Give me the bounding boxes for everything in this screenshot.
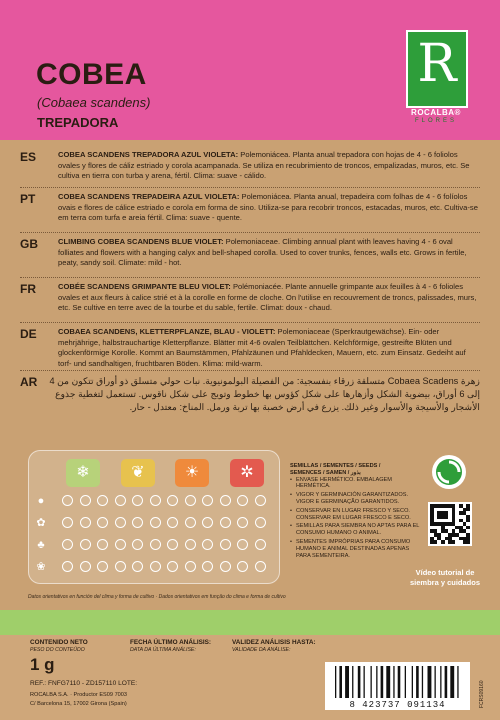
flower-icon: ❀ <box>36 561 46 573</box>
calendar-month-dot <box>255 539 266 550</box>
legend-item <box>290 523 425 537</box>
description-text <box>58 327 478 369</box>
calendar-month-dot <box>255 561 266 572</box>
calendar-month-dot <box>97 517 108 528</box>
barcode-bar <box>393 666 394 698</box>
maple-leaf-icon-glyph: ✲ <box>240 464 254 481</box>
barcode-bar <box>358 666 361 698</box>
net-content-label: CONTENIDO NETO <box>30 639 88 646</box>
calendar-month-dot <box>132 539 143 550</box>
legend-head: SEMILLAS / SEMENTES / SEEDS / <box>290 463 381 469</box>
barcode-bar <box>445 666 448 698</box>
legend-text: ENVASE HERMÉTICO. EMBALAGEM HERMÉTICA. <box>296 476 392 490</box>
calendar-month-dot <box>237 517 248 528</box>
barcode-bar <box>416 666 419 698</box>
description-lead: CLIMBING COBEA SCANDENS BLUE VIOLET: <box>58 237 224 246</box>
calendar-month-dot <box>97 495 108 506</box>
calendar-month-dot <box>220 517 231 528</box>
video-label-line1: Vídeo tutorial de <box>415 568 475 577</box>
calendar-month-dot <box>185 495 196 506</box>
barcode-bar <box>457 666 458 698</box>
snowflake-icon-glyph: ❄ <box>76 464 90 481</box>
calendar-month-dot <box>62 561 73 572</box>
barcode-bar <box>450 666 454 698</box>
calendar-month-dot <box>167 539 178 550</box>
sun-icon <box>175 459 209 487</box>
seed-icon: ● <box>37 495 45 507</box>
description-body: زهرة Cobaea Scadens متسلقة زرقاء بنفسجية: من الفصيلة البولمونيوية. نبات حولي متسلق ذو أوراق تتكون من 4 إلى 6 أوراق، بيضوية الشكل وأزهارها على شكل كؤوس بها خطوط وتويج على شكل ناقوس. تستعمل لتغطية جذوع الأشجار والأسيجة والأسوار وغير ذلك. يزرع في أرض خصبة بها تربة ورمل. المناخ: معتدل - حار. <box>49 376 480 412</box>
description-text <box>58 150 478 182</box>
section-divider <box>20 187 480 188</box>
validity-sub: VALIDADE DA ANÁLISE: <box>232 647 291 653</box>
video-tutorial-link[interactable] <box>395 568 495 588</box>
product-title: COBEA <box>36 58 147 91</box>
analysis-date-sub: DATA DA ÚLTIMA ANÁLISE: <box>130 647 196 653</box>
barcode-bar <box>386 666 390 698</box>
registered-mark: ® <box>454 108 461 117</box>
calendar-month-dot <box>115 561 126 572</box>
calendar-month-dot <box>202 539 213 550</box>
language-code: PT <box>20 192 36 206</box>
description-lead: COBEA SCANDENS TREPADEIRA AZUL VIOLETA: <box>58 192 240 201</box>
legend-text: CONSERVAR EN LUGAR FRESCO Y SECO. CONSERVAR EM LUGAR FRESCO E SECO. <box>296 507 411 521</box>
calendar-month-dot <box>185 539 196 550</box>
section-divider <box>20 277 480 278</box>
description-text <box>58 282 478 314</box>
calendar-month-dot <box>115 495 126 506</box>
barcode-bar <box>398 666 401 698</box>
qr-code[interactable] <box>428 502 472 546</box>
legend-text: بذور <box>350 469 361 476</box>
legend-item <box>290 508 425 522</box>
barcode-bar <box>422 666 423 698</box>
calendar-month-dot <box>167 517 178 528</box>
calendar-month-dot <box>132 561 143 572</box>
barcode-digits: 8 423737 091134 <box>325 700 470 710</box>
calendar-month-dot <box>62 517 73 528</box>
legend-text: VIGOR Y GERMINACIÓN GARANTIZADOS. VIGOR E GERMINAÇÃO GARANTIDOS. <box>296 492 408 505</box>
brand-tagline: FLORES <box>414 118 457 124</box>
barcode-bar <box>405 666 406 698</box>
calendar-month-dot <box>150 539 161 550</box>
calendar-month-dot <box>220 495 231 506</box>
calendar-month-dot <box>115 517 126 528</box>
calendar-month-dot <box>150 561 161 572</box>
barcode-bar <box>428 666 432 698</box>
legend-item <box>290 463 425 470</box>
language-code: DE <box>20 327 37 341</box>
footer-note: Datos orientativos en función del clima y forma de cultivo · Dados orientativos em função do clima e forma de cultivo <box>28 594 286 600</box>
calendar-month-dot <box>97 561 108 572</box>
description-lead: COBAEA SCANDENS, KLETTERPFLANZE, BLAU - VIOLETT: <box>58 327 276 336</box>
calendar-month-dot <box>255 495 266 506</box>
video-label-line2: siembra y cuidados <box>409 578 481 587</box>
calendar-month-dot <box>80 539 91 550</box>
barcode-bar <box>364 666 365 698</box>
barcode-bar <box>412 666 413 698</box>
snowflake-icon <box>66 459 100 487</box>
barcode-bars <box>325 662 470 700</box>
calendar-month-dot <box>80 495 91 506</box>
maple-leaf-icon <box>230 459 264 487</box>
green-band <box>0 610 500 635</box>
description-text <box>58 237 478 269</box>
net-content-sub: PESO DO CONTEÚDO <box>30 647 85 653</box>
description-body: Polemoniaceae. Climbing annual plant with leaves having 4 - 6 oval folliates and flowers with a hanging calyx and bell-shaped corolla. Used to cover trunks, fences, walls etc. Grows in fertile, peaty, sandy soil. Climate: mild - hot. <box>58 237 467 267</box>
calendar-month-dot <box>255 517 266 528</box>
calendar-month-dot <box>167 495 178 506</box>
description-text <box>58 192 478 224</box>
analysis-date-label: FECHA ÚLTIMO ANÁLISIS: <box>130 639 212 646</box>
barcode-bar <box>435 666 436 698</box>
calendar-month-dot <box>97 539 108 550</box>
sun-icon-glyph: ☀ <box>184 464 200 481</box>
brand-name-text: ROCALBA <box>411 108 455 117</box>
calendar-month-dot <box>150 517 161 528</box>
side-code: FCRS09160 <box>479 680 485 708</box>
barcode-bar <box>440 666 441 698</box>
product-category: TREPADORA <box>37 115 119 130</box>
green-dot-icon <box>432 455 466 489</box>
barcode-bar <box>345 666 349 698</box>
calendar-month-dot <box>220 561 231 572</box>
description-body: Polémoniacée. Plante annuelle grimpante aux feuilles à 4 - 6 folioles ovales et aux fleurs à calice strié et à la corolle en forme de cloche. On l'utilise en recouvrement de troncs, palissades, murs, etc. Se cultive en terre avec de la tourbe et du sable, fertile. Climat: doux - chaud. <box>58 282 477 312</box>
section-divider <box>20 370 480 371</box>
seedling-icon: ✿ <box>36 517 46 529</box>
calendar-month-dot <box>185 561 196 572</box>
producer-info: ROCALBA S.A. · Productor ES09 7003 <box>30 692 128 698</box>
calendar-month-dot <box>185 517 196 528</box>
barcode-bar <box>352 666 353 698</box>
calendar-month-dot <box>202 517 213 528</box>
section-divider <box>20 232 480 233</box>
calendar-month-dot <box>132 495 143 506</box>
section-divider <box>20 322 480 323</box>
description-lead: COBÉE SCANDENS GRIMPANTE BLEU VIOLET: <box>58 282 231 291</box>
leaf-icon-glyph: ❦ <box>131 464 145 481</box>
brand-name <box>400 108 472 117</box>
description-body: Polemoniácea. Planta anual trepadora con hojas de 4 - 6 foliolos ovales y flores de cáliz estriado y corola acampanada. Se utiliza en recubrimiento de troncos, empalizadas, muros, etc. Se cultiva en tierra con turba y arena, fértil. Clima: suave - cálido. <box>58 150 470 180</box>
reference-lot: REF.: FNFG7110 - ZD157110 LOTE: <box>30 680 138 687</box>
calendar-month-dot <box>202 495 213 506</box>
net-content-value: 1 g <box>30 655 55 674</box>
description-text <box>40 375 480 414</box>
logo-letter: R <box>417 34 457 94</box>
language-code: AR <box>20 375 38 389</box>
calendar-month-dot <box>150 495 161 506</box>
language-code: ES <box>20 150 37 164</box>
validity-label: VALIDEZ ANÁLISIS HASTA: <box>232 639 316 646</box>
seed-legend <box>290 463 425 561</box>
calendar-month-dot <box>115 539 126 550</box>
rocalba-logo <box>406 30 468 108</box>
producer-address: C/ Barcelona 15, 17002 Girona (Spain) <box>30 701 127 707</box>
legend-text: SEMILLAS PARA SIEMBRA NO APTAS PARA EL CONSUMO HUMANO O ANIMAL. <box>296 523 420 537</box>
language-code: FR <box>20 282 36 296</box>
sprout-icon: ♣ <box>37 539 45 551</box>
legend-item <box>290 492 425 506</box>
latin-name: (Cobaea scandens) <box>37 95 151 110</box>
calendar-month-dot <box>62 495 73 506</box>
barcode-bar <box>335 666 336 698</box>
legend-text: SEMENTES IMPRÓPRIAS PARA CONSUMO HUMANO E ANIMAL DESTINADAS APENAS PARA SEMENTEIRA. <box>296 538 411 559</box>
barcode-bar <box>376 666 377 698</box>
calendar-month-dot <box>62 539 73 550</box>
description-body: Polemoniaceae (Sperkrautgewächse). Ein- oder mehrjährige, halbstrauchartige Kletterpflanze. Blätter mit 4-6 ovalen Teilblättchen. Kelchförmige, gestreifte Blüten und glockenförmige Korolle. Kommt an Baumstämmen, Pfahlzäunen und Pfahldecken, Mauern, etc. zum Einsatz. Gedeiht auf torf- und sandhaltigen, fruchtbaren Böden. Klima: mild-warm. <box>58 327 466 368</box>
calendar-month-dot <box>202 561 213 572</box>
legend-item <box>290 539 425 559</box>
barcode-bar <box>381 666 384 698</box>
barcode-bar <box>339 666 342 698</box>
calendar-month-dot <box>80 517 91 528</box>
calendar-month-dot <box>167 561 178 572</box>
calendar-month-dot <box>237 561 248 572</box>
calendar-month-dot <box>237 539 248 550</box>
description-lead: COBEA SCANDENS TREPADORA AZUL VIOLETA: <box>58 150 239 159</box>
legend-item <box>290 477 425 491</box>
description-body: Polemoniácea. Planta anual, trepadeira com folhas de 4 - 6 folíolos ovais e flores de cálice estriado e corola em forma de sino. Utiliza-se para recobrir troncos, estacadas, muros, etc. Cultiva-se em terra com turfa e areia fértil. Clima: suave - quente. <box>58 192 478 222</box>
calendar-month-dot <box>80 561 91 572</box>
legend-head: SEMENCES / SAMEN / <box>290 469 351 476</box>
calendar-month-dot <box>132 517 143 528</box>
calendar-month-dot <box>237 495 248 506</box>
calendar-month-dot <box>220 539 231 550</box>
legend-item <box>290 470 425 477</box>
language-code: GB <box>20 237 38 251</box>
barcode-bar <box>371 666 372 698</box>
leaf-icon <box>121 459 155 487</box>
